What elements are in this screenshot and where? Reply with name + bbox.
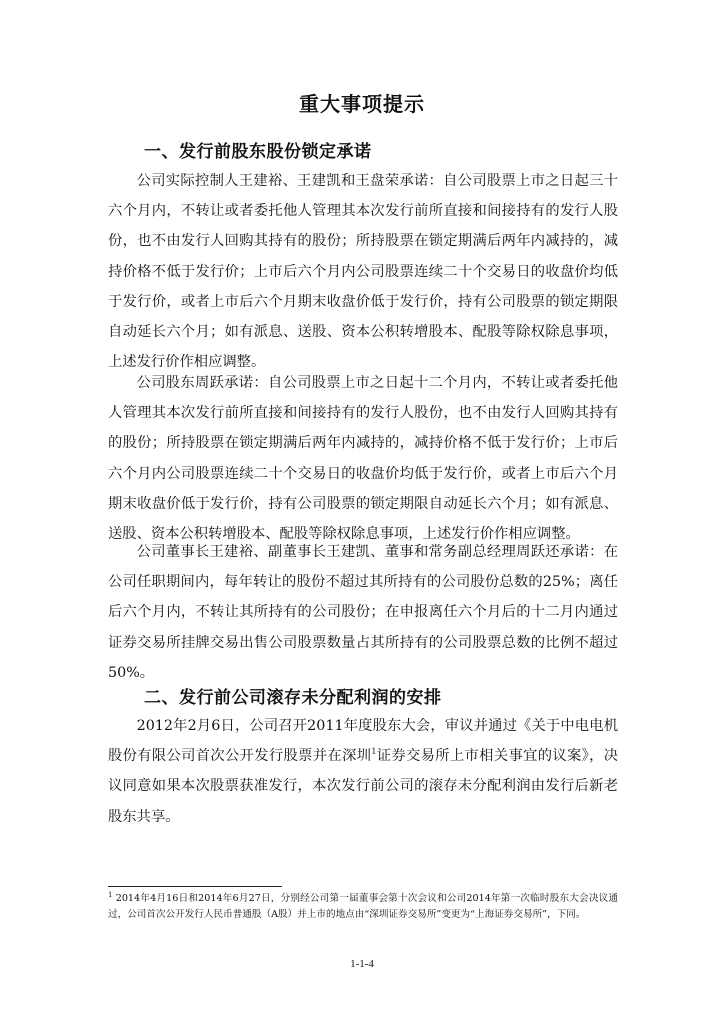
footnote-text: 2014年4月16日和2014年6月27日，分别经公司第一届董事会第十次会议和公司2014年第一次临时股东大会决议通过，公司首次公开发行人民币普通股（A股）并上市的地点由“深圳证券交易所”变更为“上海证券交易所”，下同。 xyxy=(108,893,618,920)
footnote xyxy=(108,891,618,923)
paragraph-director-commitment: 公司董事长王建裕、副董事长王建凯、董事和常务副总经理周跃还承诺：在公司任职期间内，每年转让的股份不超过其所持有的公司股份总数的25%；离任后六个月内，不转让其所持有的公司股份；在申报离任六个月后的十二月内通过证券交易所挂牌交易出售公司股票数量占其所持有的公司股票总数的比例不超过50%。 xyxy=(108,544,618,681)
section-heading-lockup: 一、发行前股东股份锁定承诺 xyxy=(144,142,372,162)
paragraph-controller-commitment: 公司实际控制人王建裕、王建凯和王盘荣承诺：自公司股票上市之日起三十六个月内，不转让或者委托他人管理其本次发行前所直接和间接持有的发行人股份，也不由发行人回购其持有的股份；所持股票在锁定期满后两年内减持的，减持价格不低于发行价；上市后六个月内公司股票连续二十个交易日的收盘价均低于发行价，或者上市后六个月期末收盘价低于发行价，持有公司股票的锁定期限自动延长六个月；如有派息、送股、资本公积转增股本、配股等除权除息事项，上述发行价作相应调整。 xyxy=(108,173,618,371)
paragraph-retained-profit xyxy=(108,711,618,832)
paragraph-shareholder-commitment: 公司股东周跃承诺：自公司股票上市之日起十二个月内，不转让或者委托他人管理其本次发行前所直接和间接持有的发行人股份，也不由发行人回购其持有的股份；所持股票在锁定期满后两年内减持的，减持价格不低于发行价；上市后六个月内公司股票连续二十个交易日的收盘价均低于发行价，或者上市后六个月期末收盘价低于发行价，持有公司股票的锁定期限自动延长六个月；如有派息、送股、资本公积转增股本、配股等除权除息事项，上述发行价作相应调整。 xyxy=(108,375,618,543)
page-number: 1-1-4 xyxy=(350,958,374,970)
paragraph-text-after-ref: 证券交易所上市相关事宜的议案》，决议同意如果本次股票获准发行，本次发行前公司的滚存未分配利润由发行后新老股东共享。 xyxy=(108,748,618,825)
section-heading-retained-profit: 二、发行前公司滚存未分配利润的安排 xyxy=(144,688,442,708)
footnote-divider xyxy=(108,886,282,887)
page-title: 重大事项提示 xyxy=(299,92,425,116)
footnote-marker: 1 xyxy=(108,890,113,899)
footnote-reference[interactable]: 1 xyxy=(371,747,377,757)
paragraph-text-before-ref: 2012年2月6日，公司召开2011年度股东大会，审议并通过《关于中电电机股份有限公司首次公开发行股票并在深圳 xyxy=(108,718,618,765)
